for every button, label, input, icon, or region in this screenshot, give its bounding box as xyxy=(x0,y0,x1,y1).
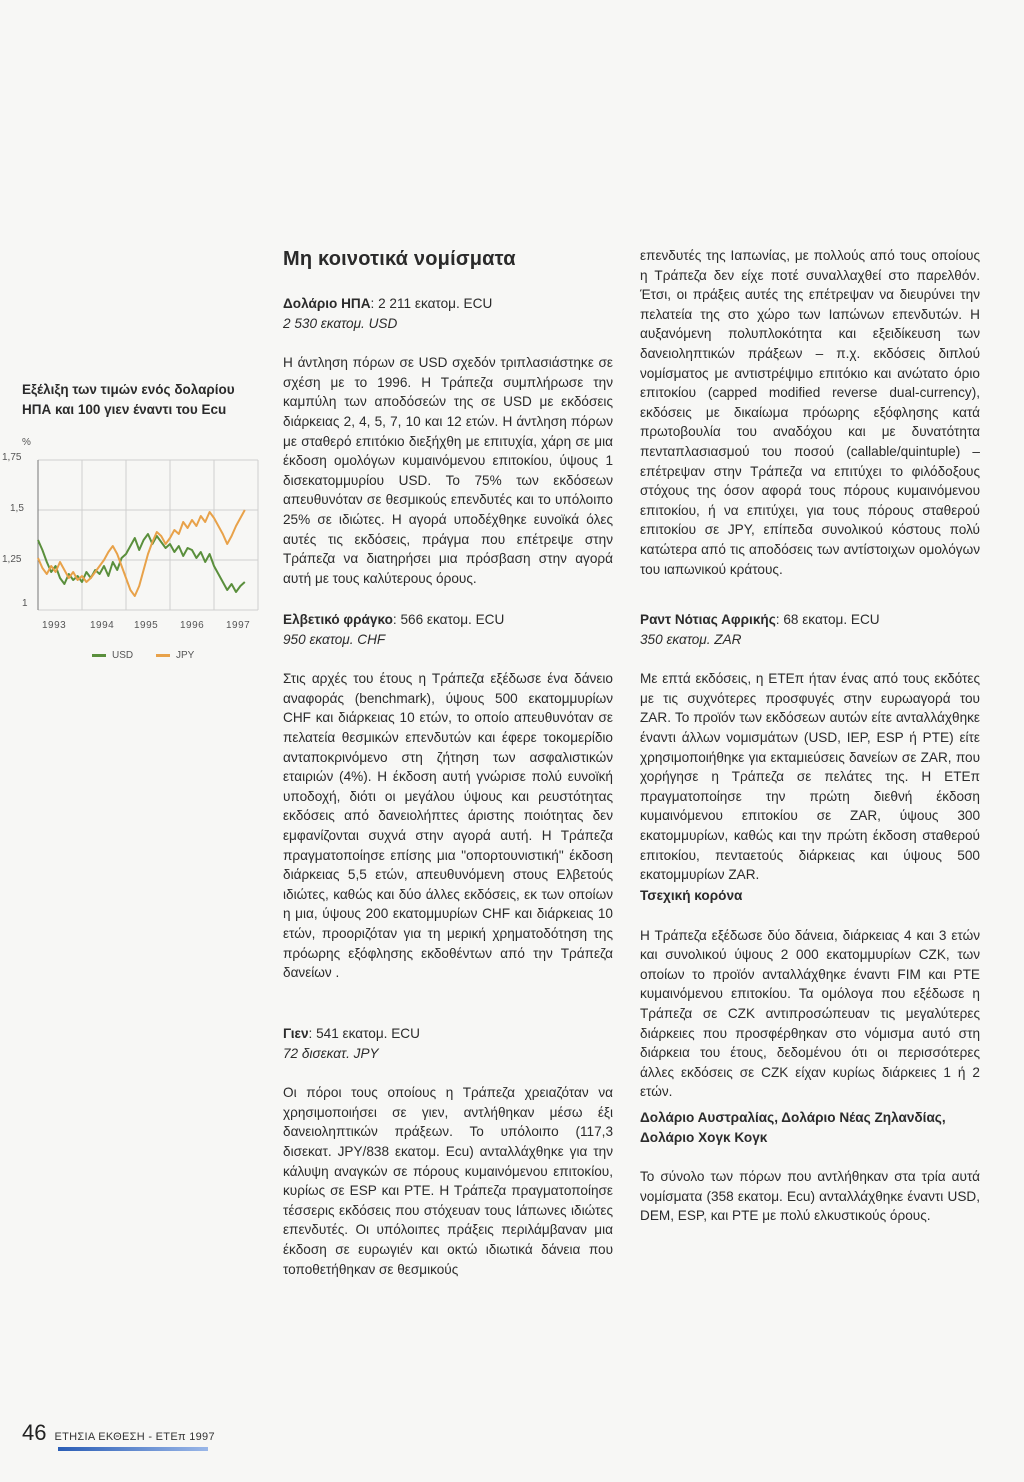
footer-accent-bar xyxy=(58,1447,208,1451)
footer-text: ΕΤΗΣΙΑ ΕΚΘΕΣΗ - ΕΤΕπ 1997 xyxy=(54,1431,215,1443)
page-number: 46 xyxy=(22,1420,47,1445)
x-tick-label: 1997 xyxy=(226,620,251,631)
usd-section xyxy=(283,294,613,602)
usd-label: Δολάριο ΗΠΑ xyxy=(283,296,371,311)
x-tick-label: 1993 xyxy=(42,620,67,631)
zar-text: Με επτά εκδόσεις, η ΕΤΕπ ήταν ένας από τους εκδότες με τις συχνότερες προσφυγές στην ευρωαγορά του ZAR. Το προϊόν των εκδόσεων αυτών είτε ανταλλάχθηκε έναντι άλλων νομισμάτων (USD, IEP, ESP ή PTE) είτε χρησιμοποιήθηκε για εκταμιεύσεις δανείων σε ZAR, που χορήγησε η Τράπεζα σε πελάτες της. Η ΕΤΕπ πραγματοποίησε την πρώτη διεθνή έκδοση κυμαινόμενου επιτοκίου σε ZAR, ύψους 300 εκατομμυρίων, καθώς και την πρώτη έκδοση σταθερού επιτοκίου, πενταετούς διάρκειας και ύψους 500 εκατομμυρίων ZAR. xyxy=(640,671,980,883)
x-tick-label: 1996 xyxy=(180,620,205,631)
y-tick-label: 1,25 xyxy=(2,554,22,565)
jpy-label: Γιεν xyxy=(283,1026,309,1041)
czk-section xyxy=(640,886,980,1116)
legend-usd xyxy=(92,650,133,661)
legend-label-usd: USD xyxy=(112,650,134,661)
x-tick-label: 1995 xyxy=(134,620,159,631)
x-tick-label: 1994 xyxy=(90,620,115,631)
legend-swatch-usd xyxy=(92,654,106,657)
usd-amount-currency: 2 530 εκατομ. USD xyxy=(283,315,398,331)
zar-amount: : 68 εκατομ. ECU xyxy=(775,612,880,627)
czk-text: Η Τράπεζα εξέδωσε δύο δάνεια, διάρκειας 4 και 3 ετών και συνολικού ύψους 2 000 εκατομμυρίων CZK, των οποίων το προϊόν ανταλλάχθηκε έναντι FIM και PTE κυμαινόμενου επιτοκίου. Τα ομόλογα που εξέδωσε η Τράπεζα σε CZK αντιπροσώπευαν τις μεγαλύτερες διάρκειες που προσφέρθηκαν στο νόμισμα αυτό στη διάρκεια του έτους, δεδομένου ότι οι περισσότερες άλλες εκδόσεις σε CZK είχαν κυρίως διάρκειες 1 ή 2 ετών. xyxy=(640,927,980,1100)
aud-text: Το σύνολο των πόρων που αντλήθηκαν στα τρία αυτά νομίσματα (358 εκατομ. Ecu) ανταλλάχθηκε έναντι USD, DEM, ESP, και PTE με πολύ ελκυστικούς όρους. xyxy=(640,1169,980,1224)
jpy-section xyxy=(283,1024,613,1293)
y-tick-label: 1,5 xyxy=(10,503,24,514)
legend-swatch-jpy xyxy=(156,654,170,657)
zar-amount-currency: 350 εκατομ. ZAR xyxy=(640,631,742,647)
aud-label: Δολάριο Αυστραλίας, Δολάριο Νέας Ζηλανδίας, Δολάριο Χογκ Κογκ xyxy=(640,1110,946,1145)
y-tick-label: 1,75 xyxy=(2,452,22,463)
usd-amount: : 2 211 εκατομ. ECU xyxy=(370,296,493,311)
jpy-text-continued: επενδυτές της Ιαπωνίας, με πολλούς από τους οποίους η Τράπεζα δεν είχε ποτέ συναλλαχθεί στο παρελθόν. Έτσι, οι πράξεις αυτές της επέτρεψαν να διευρύνει την πελατεία της στο χώρο των Ιαπώνων επενδυτών. Η αυξανόμενη πολυπλοκότητα και εξειδίκευση των δανειοληπτικών πράξεων – π.χ. εκδόσεις διπλού νομίσματος με αντιστρέψιμο επιτόκιο και ανώτατο όριο επιτοκίου (capped modified reverse dual-currency), εκδόσεις με δικαίωμα πρόωρης εξόφλησης κατά πρωτοβουλία του αναδόχου και με δυνατότητα πενταπλασιασμού του ποσού (callable/quintuple) – επέτρεψαν στην Τράπεζα να επιτύχει το φιλόδοξους στόχους της όσον αφορά τους πόρους κυμαινόμενου επιτοκίου, ή να επιτύχει, για τους πόρους σταθερού επιτοκίου σε JPY, επίπεδα συνολικού κόστους πολύ κατώτερα από τις αποδόσεις των αντίστοιχων ομολόγων του ιαπωνικού κράτους. xyxy=(640,248,980,577)
y-axis-unit: % xyxy=(22,437,31,448)
series-line-usd xyxy=(38,534,245,592)
y-tick-label: 1 xyxy=(22,598,28,609)
chf-amount-currency: 950 εκατομ. CHF xyxy=(283,631,386,647)
chf-section xyxy=(283,610,613,996)
chf-text: Στις αρχές του έτους η Τράπεζα εξέδωσε ένα δάνειο αναφοράς (benchmark), ύψους 500 εκατομμυρίων CHF και διάρκειας 10 ετών, το οποίο απευθυνόταν σε πελατεία θεσμικών επενδυτών και έφερε τοκομερίδιο ανταποκρινόμενο στη ζήτηση των ασφαλιστικών εταιριών (4%). Η έκδοση αυτή γνώρισε πολύ ευνοϊκή υποδοχή, διότι οι μεγάλου ύψους και ρευστότητας εκδόσεις από δανειολήπτες άριστης ποιότητας δεν εμφανίζονται συχνά στην αγορά αυτή. Η Τράπεζα πραγματοποίησε επίσης μια "οπορτουνιστική" έκδοση διάρκειας 5,5 ετών, απευθυνόμενη στους Ελβετούς ιδιώτες, καθώς και δύο άλλες εκδόσεις, εκ των οποίων η μια, ύψους 200 εκατομμυρίων CHF και διάρκειας 10 ετών, προοριζόταν για τη μερική χρηματοδότηση της πρόωρης εξόφλησης εκδοθέντων από την Τράπεζα δανείων . xyxy=(283,671,613,981)
legend-jpy xyxy=(156,650,194,661)
section-heading: Μη κοινοτικά νομίσματα xyxy=(283,248,516,270)
usd-text: Η άντληση πόρων σε USD σχεδόν τριπλασιάστηκε σε σχέση με το 1996. Η Τράπεζα συμπλήρωσε την καμπύλη των αποδόσεών της σε USD με εκδόσεις διάρκειας 2, 4, 5, 7, 10 και 12 ετών. Η άντληση πόρων με σταθερό επιτόκιο διεξήχθη με επιτυχία, χάρη σε μια έκδοση ομολόγων κυμαινόμενου επιτοκίου, ύψους 1 δισεκατομμυρίου USD. Το 75% των εκδόσεων απευθυνόταν σε θεσμικούς επενδυτές και το υπόλοιπο 25% σε ιδιώτες. Η αγορά υποδέχθηκε ευνοϊκά όλες αυτές τις εκδόσεις, πράγμα που επέτρεψε στην Τράπεζα να διατηρήσει μια πρόσβαση στην αγορά αυτή με τους καλύτερους όρους. xyxy=(283,355,613,586)
zar-section xyxy=(640,610,980,898)
jpy-text: Οι πόροι τους οποίους η Τράπεζα χρειαζόταν να χρησιμοποιήσει σε γιεν, αντλήθηκαν μέσω έξι δανειοληπτικών πράξεων. Το υπόλοιπο (117,3 δισεκατ. JPY/838 εκατομ. Ecu) ανταλλάχθηκε για την κάλυψη αναγκών σε πόρους κυμαινόμενου επιτοκίου, κυρίως σε ESP και PTE. Η Τράπεζα πραγματοποίησε τέσσερις εκδόσεις που στόχευαν τους Ιάπωνες ιδιώτες επενδυτές. Οι υπόλοιπες πράξεις περιλάμβαναν μια έκδοση σε ευρωγιέν και οκτώ ιδιωτικά δάνεια που τοποθετήθηκαν σε θεσμικούς xyxy=(283,1085,613,1277)
zar-label: Ραντ Νότιας Αφρικής xyxy=(640,612,776,627)
jpy-amount: : 541 εκατομ. ECU xyxy=(308,1026,420,1041)
czk-label: Τσεχική κορόνα xyxy=(640,888,743,903)
chf-amount: : 566 εκατομ. ECU xyxy=(392,612,505,627)
page-footer xyxy=(22,1420,215,1446)
jpy-amount-currency: 72 δισεκατ. JPY xyxy=(283,1045,379,1061)
aud-section xyxy=(640,1108,980,1240)
right-top-section xyxy=(640,246,980,579)
chart-title: Εξέλιξη των τιμών ενός δολαρίου ΗΠΑ και 100 γιεν έναντι του Ecu xyxy=(22,382,235,417)
series-line-jpy xyxy=(38,510,245,596)
chf-label: Ελβετικό φράγκο xyxy=(283,612,393,627)
legend-label-jpy: JPY xyxy=(176,650,195,661)
